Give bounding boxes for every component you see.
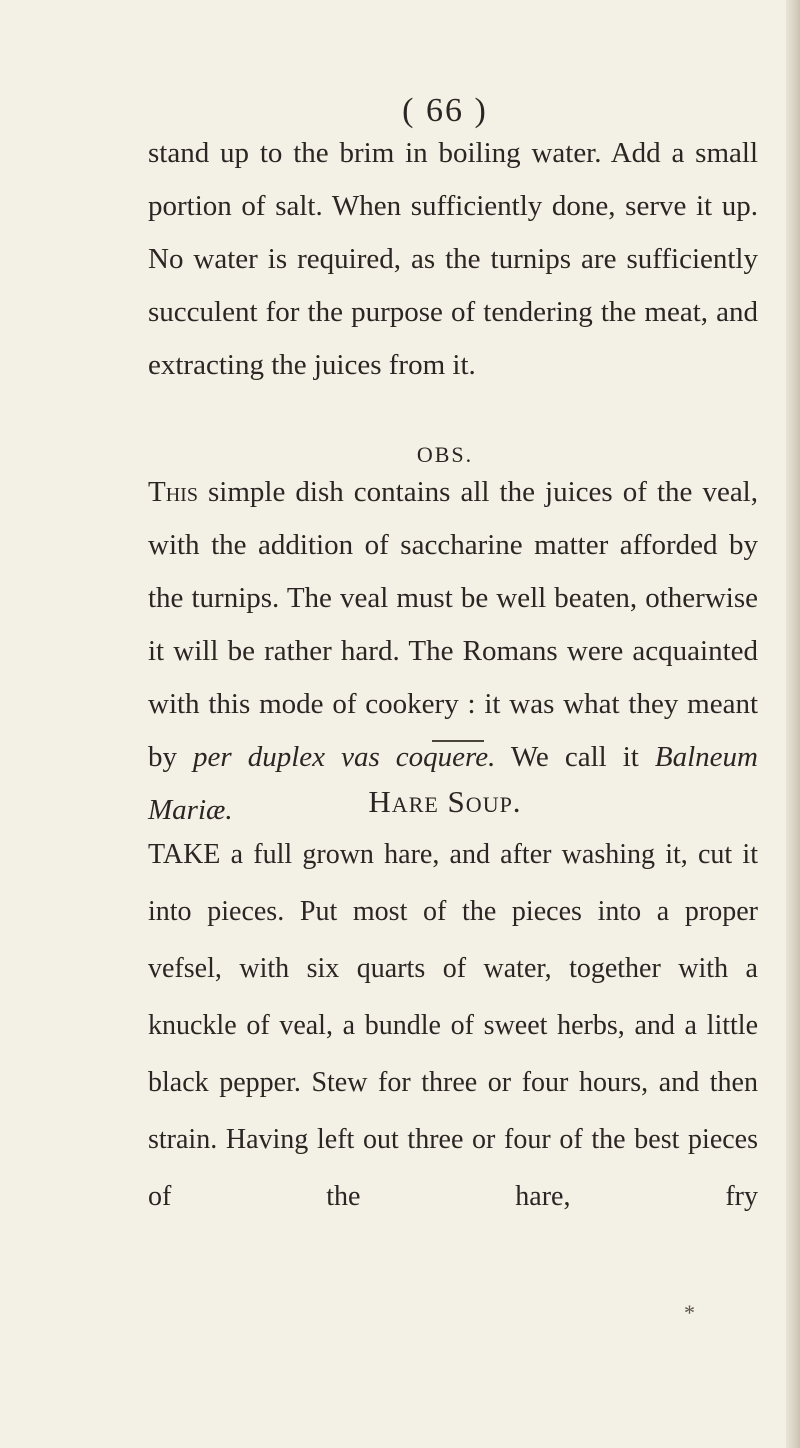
paragraph-2-tail: We call it [495, 741, 655, 773]
recipe-paragraph [148, 826, 758, 1225]
paragraph-continuation [148, 127, 758, 392]
paragraph-2-lead: This [148, 476, 198, 508]
paragraph-2-latin-2: Balneum Mariæ. [148, 741, 758, 826]
paragraph-1: stand up to the brim in boiling water. Add a small portion of salt. When sufficiently done, serve it up. No water is required, as the turnips are sufficiently succulent for the purpose of tendering the meat, and extracting the juices from it. [148, 137, 758, 381]
paragraph-2 [148, 466, 758, 837]
paragraph-2-latin: per duplex vas coquere. [193, 741, 496, 773]
obs-heading: OBS. [416, 442, 474, 467]
catch-mark: * [684, 1300, 695, 1325]
page-edge [786, 0, 800, 1448]
paragraph-3: TAKE a full grown hare, and after washing it, cut it into pieces. Put most of the pieces into a proper vefsel, with six quarts of water, together with a knuckle of veal, a bundle of sweet herbs, and a little black pepper. Stew for three or four hours, and then strain. Having left out three or four of the best pieces of the hare, fry [148, 839, 758, 1212]
page-number: ( 66 ) [402, 92, 488, 129]
paragraph-2-body: simple dish contains all the juices of the veal, with the addition of saccharine matter afforded by the turnips. The veal must be well beaten, otherwise it will be rather hard. The Romans were acquainted with this mode of cookery : it was what they meant by [148, 476, 758, 773]
observation-paragraph [148, 466, 758, 837]
section-divider [432, 740, 484, 742]
section-title: Hare Soup. [368, 784, 522, 819]
